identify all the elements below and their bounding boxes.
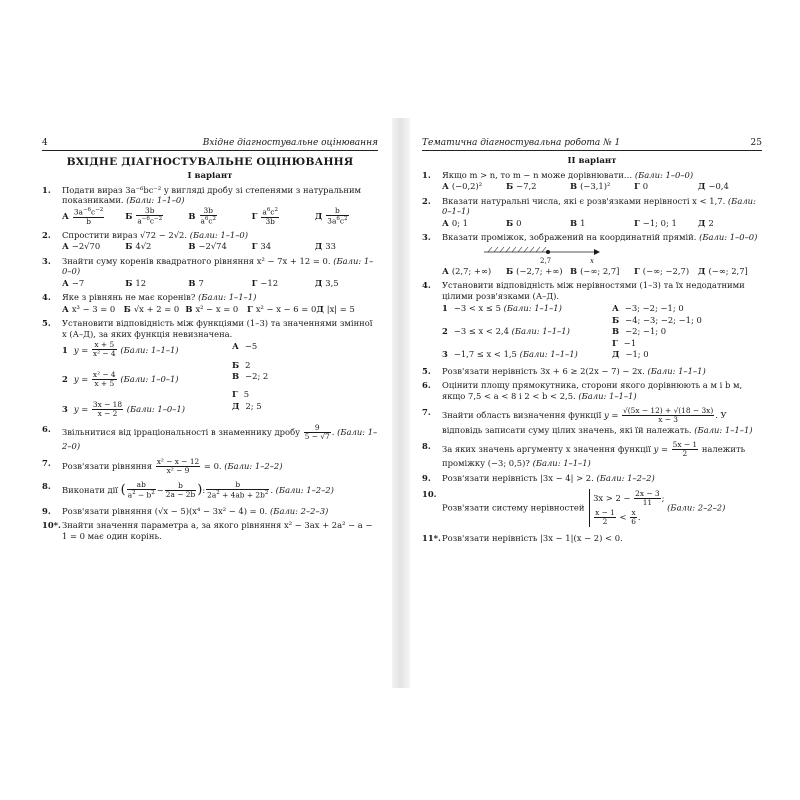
option-a: А x³ − 3 = 0	[62, 303, 116, 314]
question-5	[422, 366, 762, 377]
match-right-e: Д 2; 5	[232, 400, 262, 411]
fraction: $\frac{√(5x - 12) + √(18 - 3x)}{x - 3}$	[623, 406, 714, 425]
question-number: 5.	[42, 318, 51, 329]
option-b: Б 4√2	[125, 241, 152, 252]
match-left-1: 1 −3 < x ≤ 5 (Бали: 1–1–1)	[442, 303, 562, 314]
answer-options	[442, 181, 762, 192]
match-right-c: В −2; −1; 0	[612, 326, 667, 337]
score-note: (Бали: 2–2–3)	[270, 505, 329, 516]
option-a: А −2√70	[62, 241, 101, 252]
option-d: Г 0	[634, 181, 649, 192]
answer-options	[442, 218, 762, 229]
variant-label: І варіант	[187, 171, 233, 182]
answer-options	[62, 241, 378, 252]
question-number: 1.	[42, 184, 51, 195]
option-d: Г −1; 0; 1	[634, 217, 677, 228]
question-6: 6. Звільнитися від ірраціональності в знаменнику дробу $\frac{9}{5 - √7}$ . (Бали: 1–2–0)	[42, 423, 378, 452]
option-e: Д 3,5	[314, 277, 339, 288]
option-e: Д |x| = 5	[316, 303, 355, 314]
option-b: Б 0	[506, 217, 522, 228]
score-note: (Бали: 1–2–2)	[596, 472, 655, 483]
option-d: Г $\frac{a^6c^2}{3b}$	[251, 206, 278, 226]
option-e: Д −0,4	[698, 181, 729, 192]
option-d: Г (−∞; −2,7)	[634, 265, 690, 276]
match-right-a: А −3; −2; −1; 0	[612, 303, 684, 314]
question-text: Звільнитися від ірраціональності в знаменнику дробу	[62, 427, 301, 438]
option-b: Б √x + 2 = 0	[123, 303, 180, 314]
question-text: Яке з рівнянь не має коренів?	[62, 292, 196, 303]
match-left-2: 2 y = $\frac{\text{x² − 4}}{x + 5}$ (Бали: 1–0–1)	[62, 370, 179, 389]
question-text: Знайти область визначення функції	[442, 410, 602, 421]
question-4	[422, 280, 762, 360]
question-5	[42, 318, 378, 418]
question-text: Розв'язати нерівність |3x − 1|(x − 2) < 0.	[442, 532, 623, 543]
match-left-spacer	[442, 338, 612, 349]
question-text: Виконати дії	[62, 485, 118, 495]
question-number: 2.	[422, 195, 431, 206]
match-left-3: 3 y = $\frac{3x - 18}{x - 2}$ (Бали: 1–0–1)	[62, 399, 186, 418]
matching-table	[442, 303, 762, 360]
axis-label: x	[590, 256, 594, 265]
option-c: В (−3,1)²	[570, 181, 611, 192]
option-b: Б (−2,7; +∞)	[506, 265, 563, 276]
question-number: 6.	[42, 424, 51, 435]
question-text: Вказати проміжок, зображений на координатній прямій.	[442, 232, 697, 243]
option-e: Д 2	[698, 217, 714, 228]
question-8: 8. Виконати дії ( $\frac{ab}{a^2 - b^2}$ − $\frac{b}{2a - 2b}$ ): $\frac{b}{2a^2 + 4ab + 2b^2}$ . (Бали: 1–2–2)	[42, 480, 334, 500]
option-c: В x² − x = 0	[185, 303, 239, 314]
option-a: А (−0,2)²	[442, 181, 483, 192]
question-number: 4.	[422, 280, 431, 291]
inequality-system: 3x > 2 − $\frac{2x - 3}{11}$ ; $\frac{x - 1}{2}$ < $\frac{x}{6}$ .	[589, 489, 664, 527]
score-note: (Бали: 1–1–1)	[647, 365, 706, 376]
right-running-head: Тематична діагностувальна робота № 1	[422, 138, 621, 148]
question-7: 7. Знайти область визначення функції y = $\frac{√(5x - 12) + √(18 - 3x)}{x - 3}$ . У відповідь записати суму цілих значень, які їй належать. (Бали: 1–1–1)	[422, 406, 753, 435]
left-page	[42, 138, 378, 698]
score-note: (Бали: 1–1–1)	[532, 458, 591, 469]
option-a: А (2,7; +∞)	[442, 265, 492, 276]
score-note: (Бали: 1–2–0)	[62, 427, 378, 452]
answer-options	[442, 266, 762, 277]
answer-options	[62, 304, 378, 315]
question-2	[42, 230, 378, 252]
match-right-b: Б 2	[232, 359, 251, 370]
fraction: $\frac{\text{x² − x − 12}}{\text{x² − 9}}$	[156, 456, 200, 475]
score-note: (Бали: 0–1–1)	[442, 195, 756, 217]
question-number: 8.	[422, 441, 431, 452]
option-e: Д (−∞; 2,7]	[698, 265, 748, 276]
question-10	[42, 520, 378, 541]
question-text: Знайти значення параметра a, за якого рівняння x² − 3ax + 2a² − a − 1 = 0 має один корінь.	[62, 520, 373, 541]
question-1	[422, 170, 762, 192]
option-e: Д $\frac{b}{3a^6c^2}$	[314, 205, 348, 226]
option-b: Б $\frac{3b}{a^{-6}c^{-2}}$	[125, 205, 163, 226]
score-note: (Бали: 1–1–0)	[189, 229, 248, 240]
match-left-3: 3 −1,7 ≤ x < 1,5 (Бали: 1–1–1)	[442, 349, 578, 360]
option-c: В 1	[570, 217, 586, 228]
match-right-e: Д −1; 0	[612, 349, 649, 360]
match-right-c: В −2; 2	[232, 371, 269, 381]
question-number: 9.	[422, 472, 431, 483]
question-number: 4.	[42, 292, 51, 303]
question-text: За яких значень аргументу x значення функції	[442, 444, 651, 455]
match-right-a: А −5	[232, 341, 258, 352]
option-a: А 0; 1	[442, 217, 468, 228]
question-number: 2.	[42, 229, 51, 240]
option-c: В $\frac{3b}{a^6c^2}$	[188, 205, 217, 226]
question-4	[42, 292, 378, 314]
question-number: 10.	[422, 489, 437, 500]
question-text: Розв'язати рівняння (√x − 5)(x⁴ − 3x² − 4) = 0.	[62, 505, 268, 516]
option-c: В 7	[188, 277, 204, 288]
match-left-spacer	[62, 389, 232, 400]
score-note: (Бали: 1–0–0)	[699, 232, 758, 243]
match-left-2: 2 −3 ≤ x < 2,4 (Бали: 1–1–1)	[442, 326, 570, 337]
match-right-b: Б −4; −3; −2; −1; 0	[612, 314, 702, 325]
option-c: В (−∞; 2,7]	[570, 265, 620, 276]
match-left-spacer	[62, 360, 232, 371]
score-note: (Бали: 1–0–0)	[634, 169, 694, 180]
question-text: Оцінити площу прямокутника, сторони якого дорівнюють a м і b м, якщо 7,5 < a < 8 і 2 < b < 2,5.	[442, 380, 743, 401]
option-b: Б 12	[125, 277, 147, 288]
question-text: Вказати натуральні числа, які є розв'язками нерівності x < 1,7.	[442, 195, 726, 206]
option-a: А $\frac{3a^{-6}c^{-2}}{b}$	[62, 206, 104, 226]
left-running-head: Вхідне діагностувальне оцінювання	[202, 138, 378, 148]
question-9	[422, 473, 762, 484]
variant-label: ІІ варіант	[567, 156, 617, 166]
question-number: 9.	[42, 505, 51, 516]
match-left-spacer	[442, 315, 612, 326]
option-e: Д 33	[314, 241, 336, 252]
matching-table	[62, 341, 378, 418]
question-text: Розв'язати рівняння	[62, 460, 153, 471]
right-page-number: 25	[750, 138, 762, 148]
option-b: Б −7,2	[506, 181, 537, 192]
match-right-d: Г 5	[232, 389, 250, 400]
question-11	[422, 533, 762, 544]
question-text: Розв'язати систему нерівностей	[442, 502, 585, 513]
question-10	[422, 489, 762, 527]
question-number: 7.	[422, 407, 431, 418]
score-note: (Бали: 1–2–2)	[275, 485, 334, 495]
hatching	[488, 247, 546, 252]
option-d: Г x² − x − 6 = 0	[247, 303, 317, 314]
question-1	[42, 185, 378, 226]
question-number: 6.	[422, 380, 431, 391]
question-text: Якщо m > n, то m − n може дорівнювати…	[442, 169, 633, 180]
option-d: Г −12	[251, 277, 279, 288]
score-note: (Бали: 1–1–1)	[694, 424, 753, 435]
question-number: 8.	[42, 481, 51, 492]
page-title: ВХІДНЕ ДІАГНОСТУВАЛЬНЕ ОЦІНЮВАННЯ	[66, 156, 354, 168]
question-3	[422, 232, 762, 276]
question-text: Знайти суму коренів квадратного рівняння x² − 7x + 12 = 0.	[62, 255, 331, 266]
question-3	[42, 256, 378, 289]
question-text: Установити відповідність між нерівностями (1–3) та їх недодатними цілими розв'язками (А–Д).	[442, 280, 745, 301]
question-number: 3.	[42, 255, 51, 266]
question-number: 7.	[42, 457, 51, 468]
option-d: Г 34	[251, 241, 272, 252]
question-text: Подати вираз 3a⁻⁶bc⁻² у вигляді дробу зі степенями з натуральним показниками.	[62, 184, 362, 206]
question-number: 5.	[422, 365, 431, 376]
question-number: 3.	[422, 232, 431, 243]
axis-arrow	[594, 249, 600, 255]
right-page-header	[422, 138, 762, 151]
score-note: (Бали: 1–1–0)	[126, 195, 185, 206]
question-7: 7. Розв'язати рівняння $\frac{\text{x² − x − 12}}{\text{x² − 9}}$ = 0. (Бали: 1–2–2)	[42, 456, 283, 475]
score-note: (Бали: 1–0–0)	[62, 255, 374, 277]
tick-label: 2,7	[540, 256, 552, 265]
question-number: 11*.	[422, 532, 441, 543]
question-text: Розв'язати нерівність |3x − 4| > 2.	[442, 472, 594, 483]
right-page	[422, 138, 762, 698]
question-text: Установити відповідність між функціями (1–3) та значеннями змінної x (А–Д), за яких функція невизначена.	[62, 318, 373, 339]
left-page-number: 4	[42, 138, 48, 148]
question-text: Спростити вираз √72 − 2√2.	[62, 229, 188, 240]
fraction: $\frac{5x - 1}{2}$	[672, 440, 698, 459]
question-text: Розв'язати нерівність 3x + 6 ≥ 2(2x − 7) − 2x.	[442, 365, 645, 376]
score-note: (Бали: 1–1–1)	[198, 292, 257, 303]
option-c: В −2√74	[188, 241, 227, 252]
number-line-figure	[482, 243, 602, 265]
match-right-d: Г −1	[612, 337, 637, 348]
left-page-header	[42, 138, 378, 151]
question-number: 10*.	[42, 520, 61, 531]
score-note: (Бали: 1–2–2)	[224, 460, 283, 471]
answer-options	[62, 278, 378, 289]
closed-point	[546, 250, 550, 254]
question-9	[42, 506, 378, 517]
book-gutter	[392, 118, 410, 688]
match-left-1: 1 y = $\frac{x + 5}{\text{x² − 4}}$ (Бали: 1–1–1)	[62, 340, 179, 359]
question-number: 1.	[422, 169, 431, 180]
question-6	[422, 380, 762, 401]
answer-options	[62, 207, 378, 226]
fraction: $\frac{9}{5 - √7}$	[304, 423, 330, 442]
score-note: (Бали: 2–2–2)	[667, 502, 726, 513]
question-2	[422, 196, 762, 229]
score-note: (Бали: 1–1–1)	[578, 390, 637, 401]
question-8: 8. За яких значень аргументу x значення функції y = $\frac{5x - 1}{2}$ належить проміжку (−3; 0,5)? (Бали: 1–1–1)	[422, 440, 746, 469]
option-a: А −7	[62, 277, 85, 288]
